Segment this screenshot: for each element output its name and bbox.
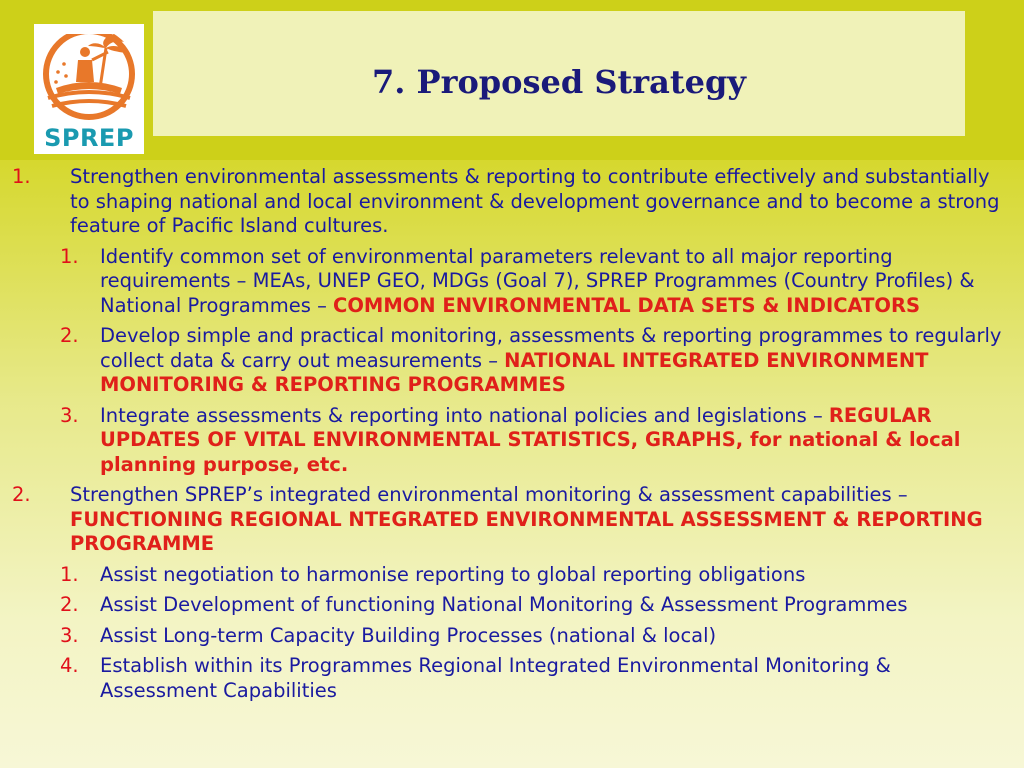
item-text: Strengthen environmental assessments & reporting to contribute effectively and substantially to shaping national and local environment & development governance and to become a strong feature of Pacific Island cultures. [70, 165, 1000, 237]
subitem-text: Assist Development of functioning National Monitoring & Assessment Programmes [100, 593, 908, 616]
subitem-text: Develop simple and practical monitoring, assessments & reporting programmes to regularly collect data & carry out measurements – [100, 324, 1002, 372]
subitem-number: 2. [60, 324, 79, 347]
sub-list-item [0, 245, 1020, 319]
strategy-list [0, 165, 1020, 703]
list-item [0, 165, 1020, 239]
item-highlight: FUNCTIONING REGIONAL NTEGRATED ENVIRONMENTAL ASSESSMENT & REPORTING PROGRAMME [70, 507, 983, 555]
subitem-number: 2. [60, 593, 79, 616]
subitem-text: Assist Long-term Capacity Building Processes (national & local) [100, 623, 717, 647]
sub-list-item [0, 654, 1020, 703]
item-text: Strengthen SPREP’s integrated environmental monitoring & assessment capabilities – [70, 483, 908, 506]
subitem-highlight: NATIONAL INTEGRATED ENVIRONMENT MONITORING & REPORTING PROGRAMMES [100, 348, 929, 396]
subitem-number: 4. [60, 654, 79, 677]
logo-text: SPREP [44, 124, 134, 152]
subitem-number: 1. [60, 244, 79, 268]
subitem-highlight: COMMON ENVIRONMENTAL DATA SETS & INDICATORS [333, 293, 921, 317]
subitem-number: 1. [60, 562, 79, 586]
subitem-text: Identify common set of environmental parameters relevant to all major reporting requirements – MEAs, UNEP GEO, MDGs (Goal 7), SPREP Programmes (Country Profiles) & National Programmes – [100, 244, 975, 317]
item-number: 1. [12, 165, 31, 188]
sub-list-item [0, 593, 1020, 618]
item-number: 2. [12, 483, 31, 506]
subitem-number: 3. [60, 623, 79, 647]
subitem-text: Establish within its Programmes Regional Integrated Environmental Monitoring & Assessment Capabilities [100, 654, 891, 702]
sprep-logo [34, 24, 144, 154]
subitem-highlight: REGULAR UPDATES OF VITAL ENVIRONMENTAL STATISTICS, GRAPHS, for national & local planning purpose, etc. [100, 403, 961, 476]
page-title: 7. Proposed Strategy [371, 63, 746, 101]
logo-emblem-icon [34, 24, 144, 124]
sub-list-item [0, 563, 1020, 588]
subitem-text: Assist negotiation to harmonise reporting to global reporting obligations [100, 562, 806, 586]
subitem-text: Integrate assessments & reporting into national policies and legislations – [100, 403, 829, 427]
sub-list-item [0, 324, 1020, 398]
title-box [153, 11, 965, 136]
sub-list-item [0, 404, 1020, 478]
list-item [0, 483, 1020, 557]
sub-list-item [0, 624, 1020, 649]
subitem-number: 3. [60, 403, 79, 427]
